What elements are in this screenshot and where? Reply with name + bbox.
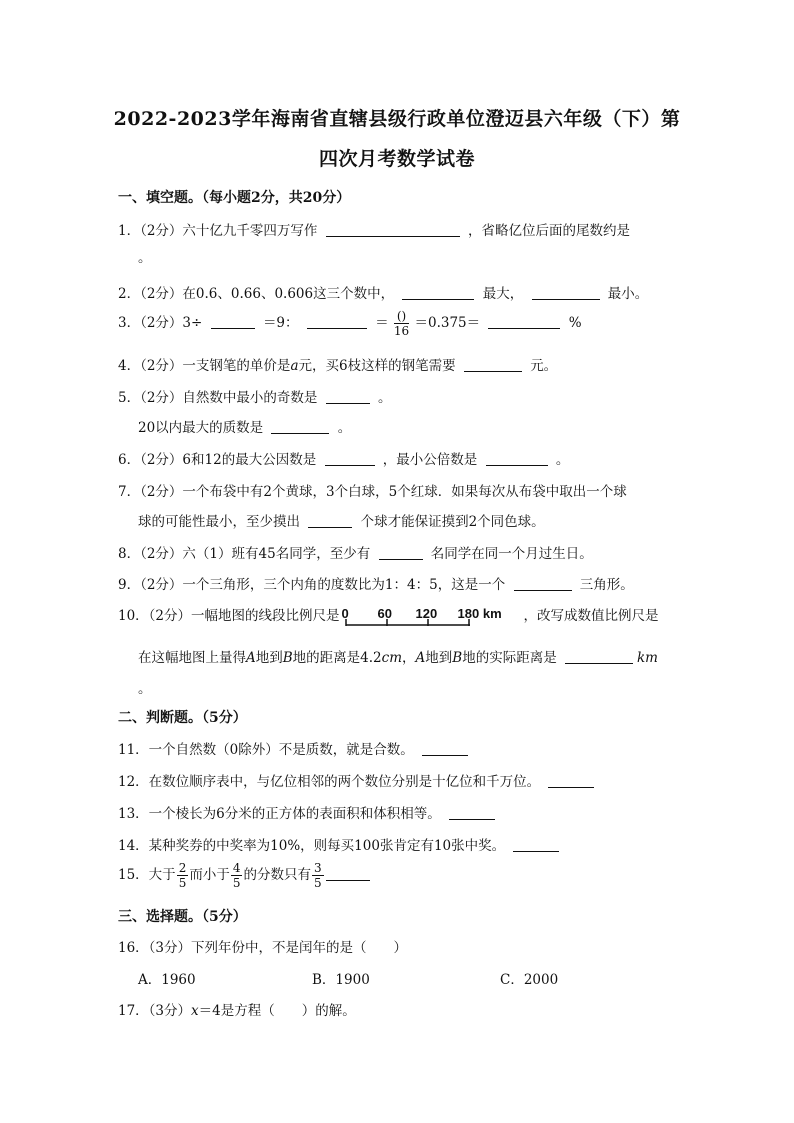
question-13-text: 13．一个棱长为6分米的正方体的表面积和体积相等。 xyxy=(118,806,441,822)
question-9 xyxy=(118,573,634,593)
question-1-text-a: 1．（2分）六十亿九千零四万写作 xyxy=(118,223,318,239)
question-7-text-c: 个球才能保证摸到2个同色球。 xyxy=(360,514,545,530)
question-14 xyxy=(118,834,563,854)
answer-blank-3c[interactable] xyxy=(488,315,560,329)
question-7 xyxy=(118,480,627,500)
variable-A: A xyxy=(415,650,426,666)
question-5-text-d: 。 xyxy=(337,420,352,436)
question-1-text-b: ，省略亿位后面的尾数约是 xyxy=(468,223,631,239)
question-8-text-a: 8．（2分）六（1）班有45名同学，至少有 xyxy=(118,546,371,562)
question-10-text-g: 地到 xyxy=(425,650,453,666)
question-16-option-b[interactable]: B．1900 xyxy=(312,972,370,988)
question-3-fraction xyxy=(394,310,409,337)
question-9-text-a: 9．（2分）一个三角形，三个内角的度数比为1：4：5，这是一个 xyxy=(118,577,506,593)
question-3-eq3: ＝0.375＝ xyxy=(414,315,481,331)
question-15-text-b: 而小于 xyxy=(189,867,230,883)
fraction-numerator: () xyxy=(394,310,409,324)
answer-blank-5b[interactable] xyxy=(271,420,329,434)
answer-blank-15[interactable] xyxy=(326,867,370,881)
question-3-eq2: ＝ xyxy=(375,315,389,331)
answer-blank-1a[interactable] xyxy=(326,223,460,237)
fraction-three-fifths xyxy=(312,862,324,889)
question-3-eq1: ＝9： xyxy=(262,315,299,331)
question-7-text-b: 球的可能性最小，至少摸出 xyxy=(138,514,300,530)
question-10-text-e: 地的距离是4.2 xyxy=(292,650,382,666)
question-15-text-a: 15．大于 xyxy=(118,867,176,883)
answer-blank-13[interactable] xyxy=(449,806,495,820)
answer-blank-6b[interactable] xyxy=(486,452,548,466)
scale-label-0: 0 xyxy=(341,605,349,621)
question-10-end xyxy=(138,677,152,697)
question-15-text-c: 的分数只有 xyxy=(243,867,311,883)
question-16-text: 16．（3分）下列年份中，不是闰年的是（ ） xyxy=(118,940,408,956)
fraction-numerator: 2 xyxy=(178,861,187,875)
question-10-text-d: 地到 xyxy=(255,650,283,666)
question-7-text-a: 7．（2分）一个布袋中有2个黄球，3个白球，5个红球．如果每次从布袋中取出一个球 xyxy=(118,484,627,500)
fraction-four-fifths xyxy=(231,862,243,889)
scale-label-120: 120 xyxy=(415,605,438,621)
question-4-text-a: 4．（2分）一支钢笔的单价是 xyxy=(118,358,291,374)
question-3-suffix: % xyxy=(568,315,582,331)
answer-blank-9[interactable] xyxy=(514,577,572,591)
question-12-text: 12．在数位顺序表中，与亿位相邻的两个数位分别是十亿位和千万位。 xyxy=(118,774,541,790)
answer-blank-5a[interactable] xyxy=(326,390,370,404)
question-8 xyxy=(118,542,593,562)
answer-blank-3b[interactable] xyxy=(307,315,367,329)
answer-blank-2b[interactable] xyxy=(532,286,600,300)
question-10-text-h: 地的实际距离是 xyxy=(462,650,557,666)
question-6-text-b: ，最小公倍数是 xyxy=(382,452,478,468)
question-14-text: 14．某种奖券的中奖率为10%，则每买100张肯定有10张中奖。 xyxy=(118,838,506,854)
unit-cm: cm xyxy=(381,650,403,666)
question-5-continued xyxy=(138,416,351,436)
question-13 xyxy=(118,802,499,822)
page-title-line-2: 四次月考数学试卷 xyxy=(318,148,475,170)
answer-blank-12[interactable] xyxy=(548,774,594,788)
question-4 xyxy=(118,354,557,374)
scale-label-180-km: 180 km xyxy=(457,605,502,621)
question-5-text-c: 20以内最大的质数是 xyxy=(138,420,264,436)
fraction-denominator: 5 xyxy=(178,876,187,890)
question-17 xyxy=(118,999,356,1019)
section-multiple-choice-heading: 三、选择题。（5分） xyxy=(118,909,247,925)
fraction-numerator: 4 xyxy=(232,861,241,875)
answer-blank-3a[interactable] xyxy=(211,315,255,329)
question-1-text-c: 。 xyxy=(138,250,152,266)
question-16 xyxy=(118,936,407,956)
question-8-text-b: 名同学在同一个月过生日。 xyxy=(430,546,593,562)
answer-blank-11[interactable] xyxy=(422,742,468,756)
question-3-prefix: 3．（2分）3÷ xyxy=(118,315,203,331)
answer-blank-14[interactable] xyxy=(513,838,559,852)
question-4-text-b: 元，买6枝这样的钢笔需要 xyxy=(298,358,456,374)
question-1-continued xyxy=(138,246,152,266)
fraction-denominator: 16 xyxy=(393,324,410,338)
question-17-text-a: 17．（3分） xyxy=(118,1003,192,1019)
answer-blank-6a[interactable] xyxy=(325,452,375,466)
answer-blank-10[interactable] xyxy=(565,650,633,664)
variable-A: A xyxy=(246,650,256,666)
answer-blank-4[interactable] xyxy=(464,358,522,372)
fraction-denominator: 5 xyxy=(313,876,322,890)
question-12 xyxy=(118,770,598,790)
line-segment-scale-bar xyxy=(342,606,522,628)
question-2-text-a: 2．（2分）在0.6、0.66、0.606这三个数中， xyxy=(118,286,395,302)
question-10-text-b: ，改写成数值比例尺是 xyxy=(523,608,659,624)
question-10 xyxy=(118,604,659,628)
question-15 xyxy=(118,862,374,889)
fraction-numerator: 3 xyxy=(313,861,322,875)
question-5-text-b: 。 xyxy=(378,390,392,406)
question-11-text: 11．一个自然数（0除外）不是质数，就是合数。 xyxy=(118,742,414,758)
variable-a: a xyxy=(290,358,299,374)
question-2-text-b: 最大， xyxy=(482,286,524,302)
fraction-two-fifths xyxy=(177,862,189,889)
page-title-line-1: 2022-2023学年海南省直辖县级行政单位澄迈县六年级（下）第 xyxy=(113,108,681,130)
question-5-text-a: 5．（2分）自然数中最小的奇数是 xyxy=(118,390,318,406)
answer-blank-2a[interactable] xyxy=(402,286,474,300)
section-fill-in-heading: 一、填空题。（每小题2分，共20分） xyxy=(118,190,351,206)
question-16-option-c[interactable]: C．2000 xyxy=(500,972,559,988)
variable-B: B xyxy=(282,650,293,666)
section-true-false-heading: 二、判断题。（5分） xyxy=(118,710,247,726)
question-6 xyxy=(118,448,569,468)
question-10-continued xyxy=(138,646,658,666)
question-9-text-b: 三角形。 xyxy=(579,577,634,593)
question-5 xyxy=(118,386,392,406)
answer-blank-7[interactable] xyxy=(308,514,352,528)
question-17-text-b: ＝4是方程（ ）的解。 xyxy=(198,1003,356,1019)
variable-x: x xyxy=(191,1003,199,1019)
question-10-text-a: 10．（2分）一幅地图的线段比例尺是 xyxy=(118,608,340,624)
question-16-option-a[interactable]: A．1960 xyxy=(138,972,196,988)
unit-km: km xyxy=(637,650,658,666)
scale-label-60: 60 xyxy=(377,605,392,621)
answer-blank-8[interactable] xyxy=(379,546,423,560)
question-2 xyxy=(118,282,648,302)
question-7-continued xyxy=(138,510,545,530)
question-3 xyxy=(118,310,582,337)
fraction-denominator: 5 xyxy=(232,876,241,890)
question-10-text-i: 。 xyxy=(138,681,152,697)
question-10-text-c: 在这幅地图上量得 xyxy=(138,650,246,666)
question-6-text-c: 。 xyxy=(555,452,570,468)
question-11 xyxy=(118,738,472,758)
question-6-text-a: 6．（2分）6和12的最大公因数是 xyxy=(118,452,317,468)
question-10-text-f: ， xyxy=(402,650,416,666)
question-2-text-c: 最小。 xyxy=(607,286,649,302)
variable-B: B xyxy=(452,650,463,666)
question-1 xyxy=(118,219,630,239)
question-4-text-c: 元。 xyxy=(530,358,558,374)
